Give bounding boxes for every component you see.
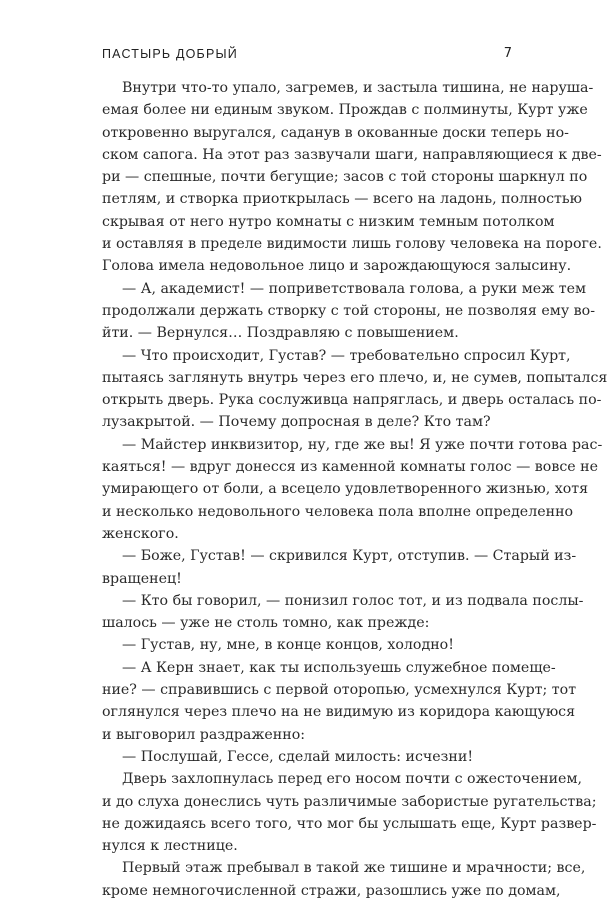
text-line: ском сапога. На этот раз зазвучали шаги, направляющиеся к две- bbox=[102, 146, 602, 163]
text-line: вращенец! bbox=[102, 570, 182, 587]
text-line: — Кто бы говорил, — понизил голос тот, и из подвала послы- bbox=[122, 592, 584, 609]
text-line: шалось — уже не столь томно, как прежде: bbox=[102, 615, 430, 632]
text-line: продолжали держать створку с той стороны, не позволяя ему во- bbox=[102, 302, 595, 319]
text-line: откровенно выругался, саданув в окованные доски теперь но- bbox=[102, 124, 569, 141]
text-line: Дверь захлопнулась перед его носом почти с ожесточением, bbox=[122, 771, 582, 788]
text-line: — Боже, Густав! — скривился Курт, отступив. — Старый из- bbox=[122, 548, 577, 565]
text-line: — А Керн знает, как ты используешь служебное помеще- bbox=[122, 659, 556, 676]
text-line: Внутри что-то упало, загремев, и застыла тишина, не наруша- bbox=[122, 80, 594, 96]
text-line: скрывая от него нутро комнаты с низким темным потолком bbox=[102, 213, 555, 230]
text-line: Первый этаж пребывал в такой же тишине и мрачности; все, bbox=[122, 860, 586, 877]
text-line: — Густав, ну, мне, в конце концов, холодно! bbox=[122, 637, 454, 654]
text-line: — Что происходит, Густав? — требовательно спросил Курт, bbox=[122, 347, 571, 364]
text-line: йти. — Вернулся… Поздравляю с повышением. bbox=[102, 325, 459, 342]
text-line: — А, академист! — поприветствовала голова, а руки меж тем bbox=[122, 280, 587, 297]
text-line: ри — спешные, почти бегущие; засов с той стороны шаркнул по bbox=[102, 169, 588, 186]
text-line: петлям, и створка приоткрылась — всего на ладонь, полностью bbox=[102, 191, 582, 208]
text-line: — Майстер инквизитор, ну, где же вы! Я уже почти готова рас- bbox=[122, 436, 603, 453]
text-line: лузакрытой. — Почему допросная в деле? Кто там? bbox=[102, 414, 491, 431]
text-line: умирающего от боли, а всецело удовлетворенного жизнью, хотя bbox=[102, 481, 589, 498]
text-line: женского. bbox=[102, 525, 179, 542]
text-line: кроме немногочисленной стражи, разошлись уже по домам, bbox=[102, 882, 561, 899]
body-text bbox=[102, 77, 607, 902]
text-line: ние? — справившись с первой оторопью, усмехнулся Курт; тот bbox=[102, 682, 577, 699]
page-number: 7 bbox=[503, 46, 512, 61]
text-line: и оставляя в пределе видимости лишь голову человека на пороге. bbox=[102, 236, 602, 253]
running-title: ПАСТЫРЬ ДОБРЫЙ bbox=[102, 47, 238, 61]
text-line: и выговорил раздраженно: bbox=[102, 726, 306, 743]
text-line: нулся к лестнице. bbox=[102, 838, 238, 855]
text-line: каяться! — вдруг донесся из каменной комнаты голос — вовсе не bbox=[102, 459, 599, 476]
text-line: и до слуха донеслись чуть различимые забористые ругательства; bbox=[102, 793, 597, 810]
text-line: оглянулся через плечо на не видимую из коридора кающуюся bbox=[102, 704, 576, 721]
text-line: не дожидаясь всего того, что мог бы услышать еще, Курт развер- bbox=[102, 815, 597, 832]
text-line: пытаясь заглянуть внутрь через его плечо, и, не сумев, попытался bbox=[102, 369, 607, 386]
text-line: емая более ни единым звуком. Прождав с полминуты, Курт уже bbox=[102, 102, 588, 119]
text-line: Голова имела недовольное лицо и зарождающуюся залысину. bbox=[102, 258, 572, 275]
text-line: и несколько недовольного человека пола вполне определенно bbox=[102, 503, 574, 520]
text-line: — Послушай, Гессе, сделай милость: исчезни! bbox=[122, 748, 474, 765]
text-line: открыть дверь. Рука сослуживца напряглась, и дверь осталась по- bbox=[102, 392, 602, 409]
